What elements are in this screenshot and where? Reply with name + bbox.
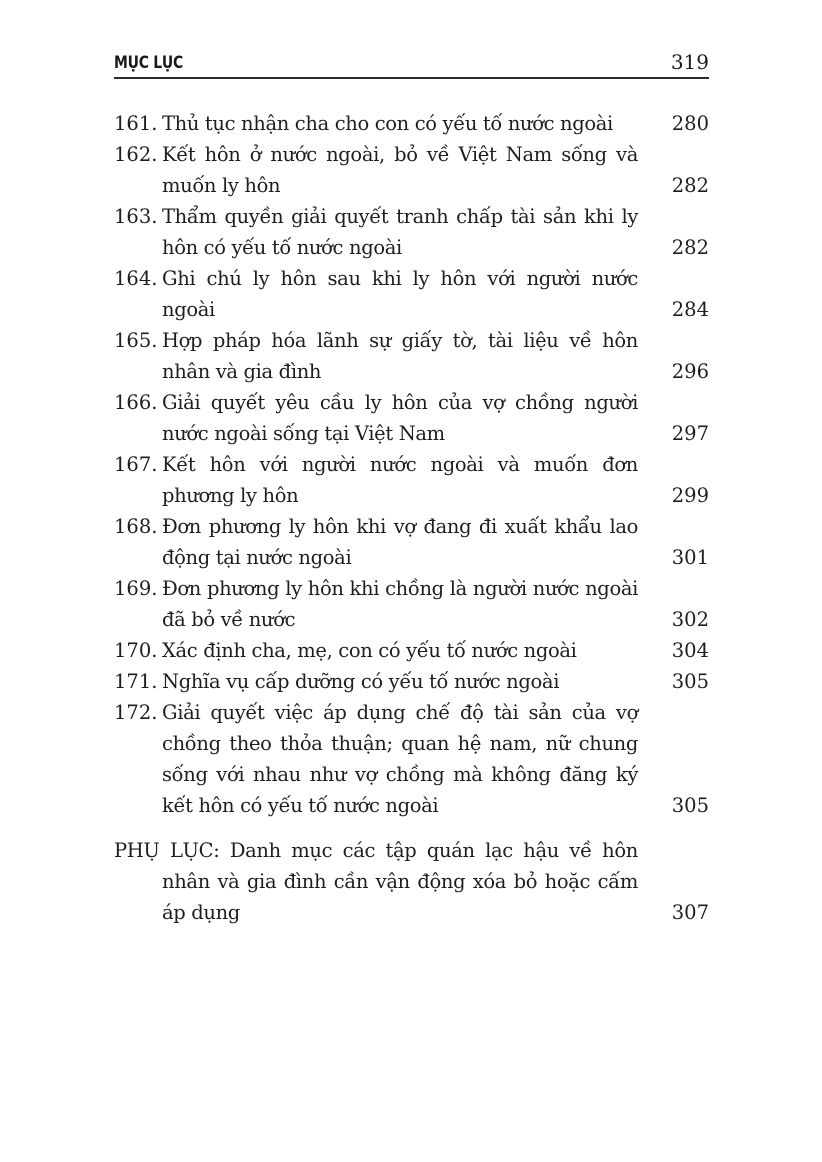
toc-entry[interactable] [114,511,709,573]
entry-title: Giải quyết việc áp dụng chế độ tài sản của vợ chồng theo thỏa thuận; quan hệ nam, nữ chung sống với nhau như vợ chồng mà không đăng ký kết hôn có yếu tố nước ngoài [162,701,638,817]
entry-title: Thẩm quyền giải quyết tranh chấp tài sản khi ly hôn có yếu tố nước ngoài [162,205,638,259]
entry-page: 304 [671,639,709,662]
page-header [114,48,709,79]
entry-page: 282 [671,174,709,197]
appendix-page: 307 [671,901,709,924]
entry-page: 302 [671,608,709,631]
section-title: MỤC LỤC [114,53,183,73]
toc-entry[interactable] [114,573,709,635]
entry-number: 168. [114,515,158,538]
entry-page: 284 [671,298,709,321]
entry-title: Ghi chú ly hôn sau khi ly hôn với người nước ngoài [162,267,638,321]
toc-entry[interactable] [114,325,709,387]
entry-number: 170. [114,639,158,662]
appendix-title: PHỤ LỤC: Danh mục các tập quán lạc hậu về hôn nhân và gia đình cần vận động xóa bỏ hoặc cấm áp dụng [114,839,638,924]
toc-entry[interactable] [114,263,709,325]
entry-title: Kết hôn ở nước ngoài, bỏ về Việt Nam sống và muốn ly hôn [162,143,638,197]
appendix-entry[interactable] [114,835,709,928]
entry-page: 297 [671,422,709,445]
entry-title: Giải quyết yêu cầu ly hôn của vợ chồng người nước ngoài sống tại Việt Nam [162,391,638,445]
entry-title: Xác định cha, mẹ, con có yếu tố nước ngoài [162,639,577,662]
toc-entry[interactable] [114,139,709,201]
entry-number: 161. [114,112,158,135]
entry-title: Kết hôn với người nước ngoài và muốn đơn phương ly hôn [162,453,638,507]
table-of-contents [114,108,709,928]
entry-title: Đơn phương ly hôn khi vợ đang đi xuất khẩu lao động tại nước ngoài [162,515,638,569]
toc-entry[interactable] [114,201,709,263]
page-number: 319 [670,50,709,74]
toc-entry[interactable] [114,108,709,139]
entry-title: Nghĩa vụ cấp dưỡng có yếu tố nước ngoài [162,670,560,693]
toc-entry[interactable] [114,387,709,449]
entry-page: 299 [671,484,709,507]
toc-entry[interactable] [114,666,709,697]
entry-page: 301 [671,546,709,569]
entry-page: 296 [671,360,709,383]
entry-page: 282 [671,236,709,259]
entry-page: 305 [671,670,709,693]
entry-title: Thủ tục nhận cha cho con có yếu tố nước ngoài [162,112,613,135]
toc-entry[interactable] [114,697,709,821]
entry-number: 172. [114,701,158,724]
entry-page: 280 [671,112,709,135]
entry-title: Đơn phương ly hôn khi chồng là người nước ngoài đã bỏ về nước [162,577,638,631]
toc-entry[interactable] [114,635,709,666]
entry-number: 169. [114,577,158,600]
entry-number: 164. [114,267,158,290]
entry-number: 166. [114,391,158,414]
toc-entry[interactable] [114,449,709,511]
entry-number: 167. [114,453,158,476]
entry-page: 305 [671,794,709,817]
entry-number: 171. [114,670,158,693]
entry-number: 163. [114,205,158,228]
entry-title: Hợp pháp hóa lãnh sự giấy tờ, tài liệu về hôn nhân và gia đình [162,329,638,383]
entry-number: 162. [114,143,158,166]
entry-number: 165. [114,329,158,352]
